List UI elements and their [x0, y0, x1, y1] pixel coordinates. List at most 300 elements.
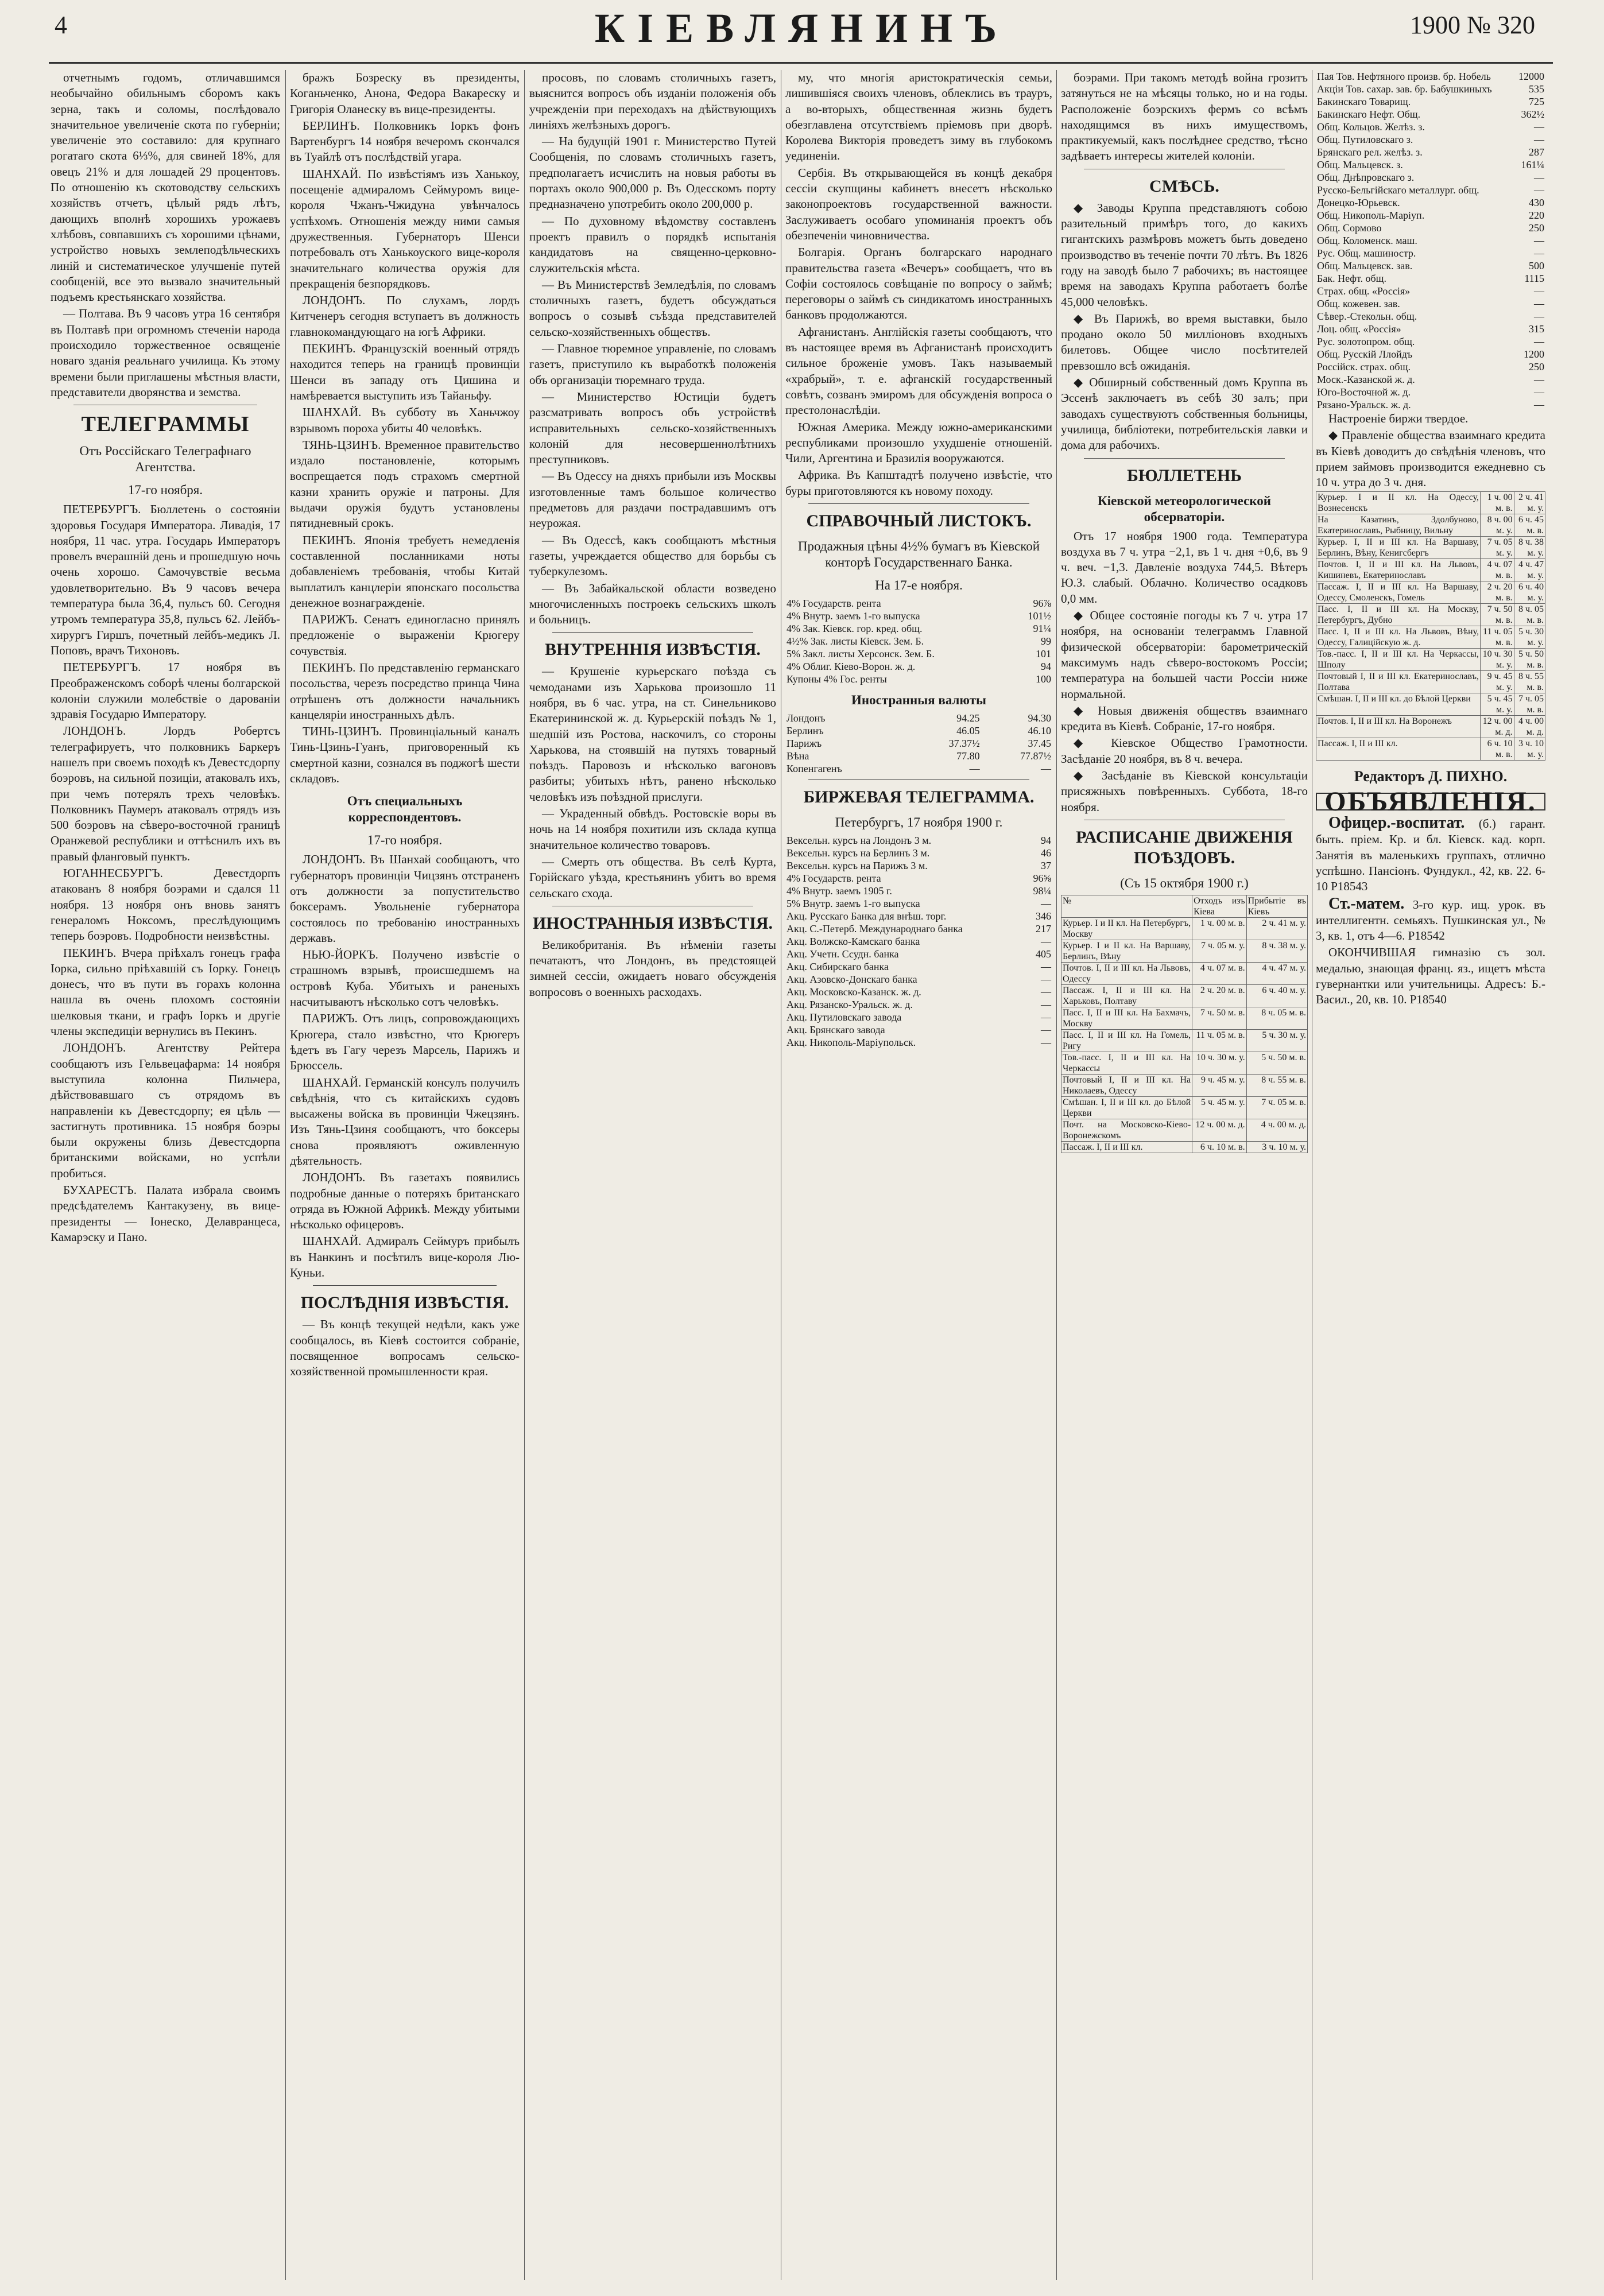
- news-paragraph: Болгарія. Органъ болгарскаго народнаго правительства газета «Вечеръ» сообщаетъ, что въ Софіи состоялось совѣщаніе по вопросу о займѣ; переговоры о займѣ съ синдикатомъ иностранныхъ банковъ продолжаются.: [785, 245, 1052, 322]
- table-cell: Акц. Никополь-Маріупольск.: [786, 1037, 916, 1049]
- table-cell: 4 ч. 00 м. д.: [1514, 716, 1545, 738]
- table-cell: 98¼: [1033, 885, 1051, 897]
- telegram-paragraph: ПАРИЖЪ. Сенатъ единогласно принялъ предложеніе о выраженіи Крюгеру сочувствія.: [290, 612, 520, 658]
- table-cell: 77.80: [956, 750, 980, 762]
- table-cell: Брянскаго рел. желѣз. з.: [1317, 146, 1423, 158]
- table-cell: 11 ч. 05 м. в.: [1480, 626, 1514, 649]
- table-cell: 7 ч. 50 м. в.: [1192, 1007, 1246, 1029]
- table-cell: Курьер. І, II и III кл. На Варшаву, Берлинъ, Вѣну, Кенигсбергъ: [1316, 537, 1481, 559]
- telegrams-date: 17-го ноября.: [127, 483, 203, 498]
- table-cell: 7 ч. 05 м. у.: [1192, 940, 1246, 962]
- table-cell: Почтовый І, II и III кл. На Николаевъ, Одессу: [1061, 1074, 1192, 1096]
- foreign-news-heading: ИНОСТРАННЫЯ ИЗВѢСТІЯ.: [532, 913, 773, 933]
- table-cell: 161¼: [1521, 159, 1544, 170]
- table-cell: Почтовый І, II и III кл. Екатеринославъ, Полтава: [1316, 671, 1481, 693]
- forex-heading: Иностранныя валюты: [851, 693, 986, 708]
- column-divider: [285, 70, 286, 2280]
- table-cell: Курьер. І и II кл. На Варшаву, Берлинъ, Вѣну: [1061, 940, 1192, 962]
- table-cell: 6 ч. 10 м. в.: [1480, 738, 1514, 761]
- table-cell: —: [1534, 374, 1544, 385]
- advertisement: ОКОНЧИВШАЯ гимназію съ зол. медалью, знающая франц. яз., ищетъ мѣста гувернантки или учительницы. Адресъ: Б.-Васил., 20, кв. 10. Р18540: [1316, 945, 1545, 1007]
- news-paragraph: ◆ Въ Парижѣ, во время выставки, было продано около 50 милліоновъ входныхъ билетовъ. Общее число посѣтителей превзошло всѣ ожиданія.: [1061, 311, 1308, 373]
- table-cell: Общ. Мальцевск. зав.: [1317, 260, 1413, 272]
- telegram-paragraph: ПЕТЕРБУРГЪ. 17 ноября въ Преображенскомъ соборѣ члены болгарской колоніи служили молебствіе о дарованіи здравія Государю Императору.: [51, 660, 280, 722]
- table-cell: 100: [1036, 673, 1051, 685]
- table-cell: 220: [1529, 210, 1544, 221]
- latest-news-heading: ПОСЛѢДНІЯ ИЗВѢСТІЯ.: [300, 1293, 509, 1313]
- table-cell: 5 ч. 30 м. у.: [1514, 626, 1545, 649]
- train-row: [1316, 626, 1545, 649]
- train-row: [1316, 671, 1545, 693]
- news-paragraph: — Въ Забайкальской области возведено многочисленныхъ построекъ сельскихъ школъ и больницъ.: [529, 581, 776, 627]
- table-cell: 4% Внутр. заемъ 1-го выпуска: [786, 610, 920, 622]
- table-cell: —: [1534, 235, 1544, 246]
- table-cell: Почтов. І, II и III кл. На Воронежъ: [1316, 716, 1481, 738]
- telegram-paragraph: ЛОНДОНЪ. По слухамъ, лордъ Китченеръ сегодня вступаетъ въ должность главнокомандующаго на югѣ Африки.: [290, 293, 520, 339]
- table-cell: 5% Закл. листы Херсонск. Зем. Б.: [786, 648, 935, 660]
- table-cell: Сѣвер.-Стекольн. общ.: [1317, 311, 1417, 322]
- train-table: [1316, 491, 1545, 761]
- table-cell: Бак. Нефт. общ.: [1317, 273, 1386, 284]
- train-row: [1316, 693, 1545, 716]
- telegram-paragraph: ТИНЬ-ЦЗИНЪ. Провинціальный каналъ Тинь-Цзинь-Гуанъ, приговоренный къ смертной казни, сознался въ поджогѣ шести складовъ.: [290, 724, 520, 786]
- telegram-paragraph: ПЕКИНЪ. Японія требуетъ немедленія составленной посланниками ноты добавленіемъ требованія, чтобы Китай выплатилъ канцлеріи японскаго посольства денежное вознагражденіе.: [290, 533, 520, 610]
- telegram-paragraph: БУХАРЕСТЪ. Палата избрала своимъ предсѣдателемъ Кантакузену, въ вице-президенты — Іонеско, Делавранцеса, Камарэску и Пано.: [51, 1183, 280, 1244]
- table-cell: 5% Внутр. заемъ 1-го выпуска: [786, 898, 920, 910]
- bourse-date: Петербургъ, 17 ноября 1900 г.: [835, 815, 1003, 830]
- telegram-paragraph: ШАНХАЙ. Германскій консулъ получилъ свѣдѣнія, что съ китайскихъ судовъ высажены войска въ провинціи Чжецзянъ. Изъ Тянь-Цзиня сообщаютъ, что боксеры снова проявляютъ оживленную дѣятельность.: [290, 1075, 520, 1168]
- table-cell: Донецко-Юрьевск.: [1317, 197, 1400, 208]
- table-cell: 4 ч. 47 м. у.: [1246, 962, 1307, 984]
- table-cell: Вексельн. курсъ на Лондонъ 3 м.: [786, 835, 932, 847]
- news-paragraph: ◆ Заводы Круппа представляютъ собою разительный примѣръ того, до какихъ гигантскихъ размѣровъ можетъ быть доведено производство въ теченіе почти 70 лѣтъ. Въ 1826 году на заводѣ было 7 рабочихъ; въ настоящее время на заводахъ Круппа работаетъ болѣе 45,000 человѣкъ.: [1061, 200, 1308, 309]
- share-row: [1316, 171, 1545, 184]
- share-row: [1316, 108, 1545, 121]
- table-cell: 4 ч. 47 м. у.: [1514, 559, 1545, 581]
- news-paragraph: му, что многія аристократическія семьи, лишившіяся своихъ членовъ, облеклись въ трауръ, а во-вторыхъ, общественная жизнь будетъ обезглавлена отсутствіемъ пріемовъ при дворѣ. Королева Викторія проведетъ зиму въ глубокомъ уединеніи.: [785, 71, 1052, 163]
- table-cell: Купоны 4% Гос. ренты: [786, 673, 887, 685]
- telegram-paragraph: ПЕКИНЪ. По представленію германскаго посольства, черезъ посредство принца Чина отрѣшенъ отъ должности начальникъ канцеляріи иностранныхъ дѣлъ.: [290, 660, 520, 722]
- share-row: [1316, 373, 1545, 386]
- news-paragraph: — Украденный обвѣдъ. Ростовскіе воры въ ночь на 14 ноября похитили изъ склада купца значительное количество товаровъ.: [529, 806, 776, 852]
- weather-bulletin-heading: БЮЛЛЕТЕНЬ: [1126, 466, 1242, 485]
- table-cell: —: [1041, 961, 1051, 973]
- table-cell: Вексельн. курсъ на Парижъ 3 м.: [786, 860, 928, 872]
- table-cell: 4 ч. 07 м. в.: [1192, 962, 1246, 984]
- train-row: [1316, 492, 1545, 514]
- share-row: [1316, 398, 1545, 411]
- news-paragraph: боэрами. При такомъ методѣ война грозитъ затянуться не на мѣсяцы только, но и на годы. Расположеніе боэрскихъ фермъ со всѣмъ находящимся въ нихъ имуществомъ, практикуемый, какъ послѣднее средство, тѣсно задѣваетъ интересы жителей колоніи.: [1061, 71, 1308, 163]
- table-cell: 4 ч. 07 м. в.: [1480, 559, 1514, 581]
- table-cell: 5 ч. 50 м. в.: [1246, 1052, 1307, 1074]
- domestic-news-heading: ВНУТРЕННІЯ ИЗВѢСТІЯ.: [545, 640, 761, 660]
- schedule-row: [1061, 1052, 1308, 1074]
- share-row: [1316, 70, 1545, 83]
- bourse-row: [785, 973, 1052, 986]
- share-row: [1316, 297, 1545, 310]
- table-cell: 101½: [1028, 610, 1051, 622]
- table-cell: Страх. общ. «Россія»: [1317, 285, 1411, 297]
- telegram-paragraph: ШАНХАЙ. Адмиралъ Сеймуръ прибылъ въ Нанкинъ и посѣтилъ вице-короля Лю-Куньи.: [290, 1234, 520, 1280]
- column-divider: [524, 70, 525, 2280]
- table-cell: 4 ч. 00 м. д.: [1246, 1119, 1307, 1141]
- forex-table: [785, 712, 1052, 775]
- table-cell: Бакинскаго Нефт. Общ.: [1317, 108, 1421, 120]
- news-paragraph: просовъ, по словамъ столичныхъ газетъ, выяснится вопросъ объ изданіи положенія объ учрежденіи при переходахъ на дѣйствующихъ линіяхъ желѣзныхъ дорогъ.: [529, 71, 776, 131]
- special-correspondents-heading: Отъ специальныхъ корреспондентовъ.: [347, 794, 463, 825]
- bourse-row: [785, 885, 1052, 897]
- table-cell: —: [969, 763, 980, 775]
- table-cell: 7 ч. 05 м. в.: [1246, 1096, 1307, 1119]
- table-cell: 1115: [1524, 273, 1544, 284]
- table-cell: 10 ч. 30 м. у.: [1480, 649, 1514, 671]
- news-paragraph: Сербія. Въ открывающейся въ концѣ декабря сессіи скупщины кабинетъ внесетъ нѣсколько законопроектовъ государственной важности. Заслуживаетъ особаго упоминанія проектъ объ обезпеченіи чиновничества.: [785, 165, 1052, 242]
- article-paragraph: — Полтава. Въ 9 часовъ утра 16 сентября въ Полтавѣ при огромномъ стеченіи народа происходило торжественное освященіе новаго зданія реальнаго училища. Къ этому времени были приглашены мѣстныя власти, представители дворянства и земства.: [51, 307, 280, 399]
- telegram-paragraph: ЛОНДОНЪ. Лордъ Робертсъ телеграфируетъ, что полковникъ Баркеръ нашелъ при своемъ походѣ къ Девестсдорпу боэровъ, на сильной позиціи, атаковалъ ихъ, при чемъ потерялъ трехъ человѣкъ. Полковникъ Паумеръ атаковалъ отрядъ изъ 500 боэровъ на сѣверо-восточной границѣ Оранжевой республики и оттѣснилъ ихъ въ правый фланговый пунктъ.: [51, 724, 280, 863]
- news-paragraph: Великобританія. Въ нѣменіи газеты печатаютъ, что Лондонъ, въ предстоящей зимней сессіи, ожидаетъ новаго обсужденія вопросовъ о военныхъ расходахъ.: [529, 937, 776, 999]
- bourse-row: [785, 1036, 1052, 1049]
- news-paragraph: Афганистанъ. Англійскія газеты сообщаютъ, что въ настоящее время въ Афганистанѣ происходитъ сильное броженіе умовъ. Такъ называемый «храбрый», т. е. афганскій государственный совѣтъ, созванъ эмиромъ для обсужденія вопроса о престолонаслѣдіи.: [785, 324, 1052, 417]
- table-cell: Копенгагенъ: [786, 763, 842, 775]
- table-cell: —: [1534, 386, 1544, 398]
- table-cell: 6 ч. 40 м. у.: [1246, 984, 1307, 1007]
- reference-sheet-date: На 17-е ноября.: [875, 578, 963, 593]
- bourse-row: [785, 960, 1052, 973]
- column-5: [1061, 70, 1308, 2274]
- table-cell: Общ. Русскій Ллойдъ: [1317, 348, 1413, 360]
- table-cell: Акц. Путиловскаго завода: [786, 1011, 902, 1023]
- train-row: [1316, 604, 1545, 626]
- bank-row: [785, 635, 1052, 647]
- bourse-row: [785, 910, 1052, 922]
- train-row: [1316, 559, 1545, 581]
- bourse-heading: БИРЖЕВАЯ ТЕЛЕГРАММА.: [803, 788, 1035, 807]
- table-cell: 5 ч. 50 м. в.: [1514, 649, 1545, 671]
- table-cell: 37.45: [1028, 738, 1051, 750]
- newspaper-title: КІЕВЛЯНИНЪ: [594, 5, 1010, 51]
- bank-prices-table: [785, 597, 1052, 685]
- table-cell: 8 ч. 55 м. в.: [1514, 671, 1545, 693]
- table-cell: Акц. Волжско-Камскаго банка: [786, 936, 920, 948]
- bourse-row: [785, 847, 1052, 859]
- share-row: [1316, 234, 1545, 247]
- forex-row: [785, 737, 1052, 750]
- table-cell: 250: [1529, 222, 1544, 234]
- table-cell: Пасс. І, II и III кл. На Москву, Петербургъ, Дубно: [1316, 604, 1481, 626]
- bourse-row: [785, 1023, 1052, 1036]
- table-cell: 1 ч. 00 м. в.: [1480, 492, 1514, 514]
- telegrams-source: Отъ Россійскаго Телеграфнаго Агентства.: [79, 444, 251, 475]
- table-cell: 5 ч. 45 м. у.: [1192, 1096, 1246, 1119]
- table-cell: Берлинъ: [786, 725, 824, 737]
- share-row: [1316, 95, 1545, 108]
- telegram-paragraph: ШАНХАЙ. Въ субботу въ Ханьчжоу взрывомъ пороха убиты 40 человѣкъ.: [290, 405, 520, 435]
- table-cell: 346: [1036, 910, 1051, 922]
- table-cell: 6 ч. 40 м. у.: [1514, 581, 1545, 604]
- bank-row: [785, 610, 1052, 622]
- masthead-rule: [49, 62, 1553, 64]
- table-cell: —: [1041, 999, 1051, 1011]
- table-cell: 9 ч. 45 м. у.: [1480, 671, 1514, 693]
- table-cell: —: [1041, 898, 1051, 910]
- table-cell: 37: [1041, 860, 1051, 872]
- reference-sheet-subtitle: Продажныя цѣны 4½% бумагъ въ Кіевской конторѣ Государственнаго Банка.: [797, 539, 1040, 570]
- table-cell: 12 ч. 00 м. д.: [1192, 1119, 1246, 1141]
- table-cell: На Казатинъ, Здолбуново, Екатеринославъ, Рыбницу, Вильну: [1316, 514, 1481, 537]
- table-cell: 77.87½: [1020, 750, 1051, 762]
- table-cell: Акц. Азовско-Донскаго банка: [786, 974, 917, 986]
- table-cell: —: [1534, 336, 1544, 347]
- column-2: [290, 70, 520, 2274]
- table-cell: —: [1041, 936, 1051, 948]
- schedule-row: [1061, 917, 1308, 940]
- advertisement-lead: Офицер.-воспитат.: [1328, 814, 1465, 832]
- table-cell: 725: [1529, 96, 1544, 107]
- schedule-row: [1061, 1074, 1308, 1096]
- table-cell: Пассаж. І, II и III кл.: [1061, 1141, 1192, 1153]
- table-cell: Юго-Восточной ж. д.: [1317, 386, 1411, 398]
- table-cell: Курьер. І и II кл. На Петербургъ, Москву: [1061, 917, 1192, 940]
- news-paragraph: — Въ Одессу на дняхъ прибыли изъ Москвы изготовленные тамъ большое количество предметовъ для раздачи пострадавшимъ отъ неурожая.: [529, 469, 776, 530]
- table-cell: 10 ч. 30 м. у.: [1192, 1052, 1246, 1074]
- news-paragraph: — Въ Министерствѣ Земледѣлія, по словамъ столичныхъ газетъ, будетъ обсуждаться вопросъ о созывѣ съѣзда представителей сельско-хозяйственныхъ обществъ.: [529, 277, 776, 339]
- table-cell: —: [1041, 974, 1051, 986]
- advertisement-text: (б.) гарант. быть. пріем. Кр. и бл. Кіевск. кад. корп. Занятія въ маленькихъ группахъ, отлично успѣшно. Пансіонъ. Фундукл., 42, кв. 22. 6-10 Р18543: [1316, 817, 1545, 894]
- table-cell: Пассаж. І, II и III кл.: [1316, 738, 1481, 761]
- event-notice: ◆ Засѣданіе въ Кіевской консультаціи присяжныхъ повѣренныхъ. Суббота, 18-го ноября.: [1061, 768, 1308, 814]
- schedule-row: [1061, 1096, 1308, 1119]
- table-cell: 94: [1041, 835, 1051, 847]
- news-paragraph: — Крушеніе курьерскаго поѣзда съ чемоданами изъ Харькова произошло 11 ноября, въ 6 час. утра, на ст. Синельниково Екатерининской ж. д. Курьерскій поѣздъ № 1, шедшій изъ Ростова, наскочилъ, со стороны Харькова, на стоявшій на путяхъ товарный поѣздъ. Паровозъ и нѣсколько вагоновъ разбиты; убитыхъ нѣтъ, ранено нѣсколько человѣкъ изъ поѣздной прислуги.: [529, 664, 776, 804]
- table-cell: 46.05: [956, 725, 980, 737]
- table-cell: 4% Государств. рента: [786, 872, 881, 885]
- table-cell: Вѣна: [786, 750, 809, 762]
- notice-paragraph: ◆ Правленіе общества взаимнаго кредита въ Кіевѣ доводитъ до свѣдѣнія членовъ, что прием займовъ производится ежедневно съ 10 ч. утра до 3 ч. дня.: [1316, 428, 1545, 490]
- table-cell: 4% Внутр. заемъ 1905 г.: [786, 885, 892, 897]
- table-cell: Почтов. І, II и III кл. На Львовъ, Кишиневъ, Екатеринославъ: [1316, 559, 1481, 581]
- bourse-row: [785, 922, 1052, 935]
- article-paragraph: отчетнымъ годомъ, отличавшимся необычайно обильнымъ сборомъ какъ зерна, такъ и соломы, послѣдовало значительное увеличеніе скота по губерніи; увеличеніе это составило: для крупнаго рогатаго скота 6⅓%, для свиней 18%, для овецъ 21% и для лошадей 29 процентовъ. По отношенію къ скотоводству сельскихъ хозяйствъ отчетъ, цѣлый рядъ лѣтъ, дающихъ вполнѣ хорошихъ урожаевъ хлѣбовъ, совпавшихъ съ хорошими цѣнами, устройство новыхъ землеподѣльческихъ линій и систематическое улучшеніе путей сообщеній, все это вызвало значительный подъемъ крестьянскаго хозяйства.: [51, 71, 280, 304]
- table-cell: —: [1534, 121, 1544, 133]
- table-cell: —: [1534, 311, 1544, 322]
- reference-sheet-heading: СПРАВОЧНЫЙ ЛИСТОКЪ.: [806, 511, 1032, 531]
- table-cell: Смѣшан. І, II и III кл. до Бѣлой Церкви: [1316, 693, 1481, 716]
- telegram-paragraph: ШАНХАЙ. По извѣстіямъ изъ Ханькоу, посещеніе адмираломъ Сеймуромъ вице-короля Чжанъ-Чжидуна увѣнчалось успѣхомъ. Отношенія между ними самыя дружественныя. Губернаторъ Шенси потребовалъ отъ Ханькоуского вице-короля значительнаго количества оружія для прекращенія безпорядковъ.: [290, 166, 520, 290]
- table-cell: —: [1041, 1024, 1051, 1036]
- table-cell: Пасс. І, II и III кл. На Гомель, Ригу: [1061, 1029, 1192, 1052]
- bank-row: [785, 660, 1052, 673]
- table-cell: Общ. Коломенск. маш.: [1317, 235, 1417, 246]
- table-cell: 8 ч. 55 м. в.: [1246, 1074, 1307, 1096]
- share-row: [1316, 158, 1545, 171]
- section-rule: [808, 503, 1029, 504]
- telegram-paragraph: ПЕТЕРБУРГЪ. Бюллетень о состояніи здоровья Государя Императора. Ливадія, 17 ноября, 11 час. утра. Государь Императоръ провелъ вчерашній день и прошедшую ночь очень хорошо. Самочувствіе весьма удовлетворительно. Въ 9 часовъ вечера температура была 36,4, пульсъ 60. Сегодня утромъ температура 35,8, пульсъ 62. Лейбъ-хирургъ Гиршъ, почетный лейбъ-медикъ Л. Поповъ, врачъ Тихоновъ.: [51, 502, 280, 657]
- bourse-row: [785, 1011, 1052, 1023]
- table-cell: Акц. Сибирскаго банка: [786, 961, 889, 973]
- schedule-column-header: №: [1061, 895, 1192, 917]
- table-cell: Общ. Сормово: [1317, 222, 1382, 234]
- table-cell: 46.10: [1028, 725, 1051, 737]
- table-cell: 91¼: [1033, 623, 1051, 635]
- section-rule: [552, 632, 753, 633]
- table-cell: 94.30: [1028, 712, 1051, 724]
- table-cell: 9 ч. 45 м. у.: [1192, 1074, 1246, 1096]
- table-cell: Акц. Брянскаго завода: [786, 1024, 885, 1036]
- table-cell: —: [1534, 172, 1544, 183]
- table-cell: Общ. кожевен. зав.: [1317, 298, 1400, 309]
- share-row: [1316, 335, 1545, 348]
- schedule-row: [1061, 1141, 1308, 1153]
- table-cell: Парижъ: [786, 738, 822, 750]
- table-cell: Акц. Рязанско-Уральск. ж. д.: [786, 999, 913, 1011]
- table-cell: 8 ч. 00 м. у.: [1480, 514, 1514, 537]
- share-row: [1316, 222, 1545, 234]
- schedule-column-header: Прибытіе въ Кіевъ: [1246, 895, 1307, 917]
- table-cell: 2 ч. 20 м. в.: [1480, 581, 1514, 604]
- table-cell: 2 ч. 41 м. у.: [1514, 492, 1545, 514]
- table-cell: 7 ч. 50 м. в.: [1480, 604, 1514, 626]
- forex-row: [785, 762, 1052, 775]
- advertisement-text: 3-го кур. ищ. урок. въ интеллигентн. семьяхъ. Пушкинская ул., № 3, кв. 1, отъ 4—6. Р18542: [1316, 897, 1545, 943]
- share-row: [1316, 146, 1545, 158]
- table-cell: —: [1534, 247, 1544, 259]
- table-cell: Почт. на Московско-Кіево-Воронежскомъ: [1061, 1119, 1192, 1141]
- column-6: [1316, 70, 1545, 2274]
- table-cell: 405: [1036, 948, 1051, 960]
- table-cell: —: [1041, 763, 1051, 775]
- train-schedule-date: (Съ 15 октября 1900 г.): [1120, 875, 1249, 890]
- table-cell: Акц. Учетн. Ссудн. банка: [786, 948, 899, 960]
- masthead: [0, 0, 1604, 69]
- table-cell: 3 ч. 10 м. у.: [1514, 738, 1545, 761]
- telegram-paragraph: ЛОНДОНЪ. Агентству Рейтера сообщаютъ изъ Гельвецафарма: 14 ноября выступила колонна Пильчера, дѣйствовавшаго съ отрядомъ въ направленіи къ Девестсдорпу; ея цѣль — застигнуть противника. 15 ноября боэры были окружены близь Девестсдорпа британскими войсками, но успѣли пробиться.: [51, 1041, 280, 1180]
- table-cell: 94: [1041, 661, 1051, 673]
- table-cell: 101: [1036, 648, 1051, 660]
- table-cell: —: [1534, 285, 1544, 297]
- table-cell: Пасс. І, II и III кл. На Бахмачъ, Москву: [1061, 1007, 1192, 1029]
- table-cell: 99: [1041, 635, 1051, 647]
- table-cell: Лоц. общ. «Россія»: [1317, 323, 1401, 335]
- table-cell: Русско-Бельгійскаго металлург. общ.: [1317, 184, 1479, 196]
- table-cell: Пасс. І, II и III кл. На Львовъ, Вѣну, Одессу, Галиційскую ж. д.: [1316, 626, 1481, 649]
- forex-row: [785, 750, 1052, 762]
- advertisements-heading: ОБЪЯВЛЕНІЯ.: [1316, 793, 1545, 810]
- table-cell: —: [1534, 298, 1544, 309]
- table-cell: Моск.-Казанской ж. д.: [1317, 374, 1415, 385]
- bourse-row: [785, 986, 1052, 998]
- table-cell: Почтов. І, II и III кл. На Львовъ, Одессу: [1061, 962, 1192, 984]
- special-correspondents-date: 17-го ноября.: [367, 833, 443, 848]
- table-cell: 6 ч. 10 м. в.: [1192, 1141, 1246, 1153]
- table-cell: 94.25: [956, 712, 980, 724]
- table-cell: 5 ч. 30 м. у.: [1246, 1029, 1307, 1052]
- train-schedule-heading: РАСПИСАНІЕ ДВИЖЕНІЯ ПОѢЗДОВЪ.: [1076, 827, 1293, 867]
- table-cell: Рус. золотопром. общ.: [1317, 336, 1415, 347]
- train-row: [1316, 738, 1545, 761]
- bourse-row: [785, 948, 1052, 960]
- bourse-row: [785, 897, 1052, 910]
- table-cell: Общ. Путиловскаго з.: [1317, 134, 1413, 145]
- table-cell: 217: [1036, 923, 1051, 935]
- table-cell: Смѣшан. І, II и III кл. до Бѣлой Церкви: [1061, 1096, 1192, 1119]
- issue-number: 1900 № 320: [1410, 11, 1535, 39]
- table-cell: Акц. Московско-Казанск. ж. д.: [786, 986, 921, 998]
- share-row: [1316, 348, 1545, 360]
- news-paragraph: — Министерство Юстиціи будетъ разсматривать вопросъ объ устройствѣ исправительныхъ сельско-хозяйственныхъ колоній для несовершеннолѣтнихъ преступниковъ.: [529, 389, 776, 467]
- schedule-row: [1061, 940, 1308, 962]
- news-paragraph: — Главное тюремное управленіе, по словамъ газетъ, приступило къ выработкѣ положенія объ организаціи тюремнаго труда.: [529, 342, 776, 387]
- bourse-table: [785, 834, 1052, 1049]
- telegram-paragraph: БЕРЛИНЪ. Полковникъ Іоркъ фонъ Вартенбургъ 14 ноября вечеромъ скончался въ Туайлѣ отъ послѣдствій угара.: [290, 118, 520, 164]
- telegram-paragraph: ЮГАННЕСБУРГЪ. Девестдорпъ атакованъ 8 ноября боэрами и сдался 11 ноября. 13 ноября онъ вновь занятъ генераломъ Ноксомъ, преслѣдующимъ теперь боэровъ. Подробности неизвѣстны.: [51, 866, 280, 943]
- section-rule: [313, 1285, 497, 1286]
- market-note: Настроеніе биржи твердое.: [1328, 412, 1469, 425]
- schedule-row: [1061, 1119, 1308, 1141]
- schedule-row: [1061, 984, 1308, 1007]
- table-cell: 535: [1529, 83, 1544, 95]
- news-paragraph: — По духовному вѣдомству составленъ проектъ правилъ о порядкѣ испытанія кандидатовъ на священно-церковно-служительскія мѣста.: [529, 214, 776, 275]
- table-cell: 4½% Зак. листы Кіевск. Зем. Б.: [786, 635, 924, 647]
- table-cell: —: [1534, 399, 1544, 410]
- table-cell: 250: [1529, 361, 1544, 373]
- event-notice: ◆ Новыя движенія обществъ взаимнаго кредита въ Кіевѣ. Собраніе, 17-го ноября.: [1061, 703, 1308, 734]
- share-row: [1316, 386, 1545, 398]
- table-cell: 430: [1529, 197, 1544, 208]
- table-cell: 1 ч. 00 м. в.: [1192, 917, 1246, 940]
- train-schedule-table: [1061, 895, 1308, 1153]
- telegram-paragraph: ПЕКИНЪ. Французскій военный отрядъ находится теперь на границѣ провинціи Шенси въ западу отъ Цишина и намѣревается выступить изъ Тайаньфу.: [290, 342, 520, 402]
- table-cell: Акц. С.-Петерб. Международнаго банка: [786, 923, 963, 935]
- telegram-paragraph: ЛОНДОНЪ. Въ газетахъ появились подробные данные о потеряхъ британскаго отряда въ Южной Африкѣ. Между убитыми нѣсколько офицеровъ.: [290, 1170, 520, 1232]
- table-cell: 7 ч. 05 м. у.: [1480, 537, 1514, 559]
- share-row: [1316, 272, 1545, 285]
- train-row: [1316, 581, 1545, 604]
- train-row: [1316, 537, 1545, 559]
- share-row: [1316, 259, 1545, 272]
- table-cell: Курьер. І и II кл. На Одессу, Вознесенскъ: [1316, 492, 1481, 514]
- table-cell: 362½: [1521, 108, 1544, 120]
- telegram-paragraph: НЬЮ-ЙОРКЪ. Получено извѣстіе о страшномъ взрывѣ, происшедшемъ на островѣ Куба. Убитыхъ и раненыхъ насчитываютъ нѣсколько сотъ человѣкъ.: [290, 948, 520, 1009]
- table-cell: 96⅝: [1033, 872, 1051, 885]
- table-cell: Общ. Мальцевск. з.: [1317, 159, 1403, 170]
- share-row: [1316, 360, 1545, 373]
- schedule-column-header: Отходъ изъ Кіева: [1192, 895, 1246, 917]
- weather-paragraph: ◆ Общее состояніе погоды къ 7 ч. утра 17 ноября, на основаніи телеграммъ Главной физической обсерваторіи: барометрическій максимумъ надъ сѣверо-востокомъ Россіи; температура на большей части Россіи ниже нормальной.: [1061, 608, 1308, 701]
- table-cell: —: [1534, 184, 1544, 196]
- telegrams-heading: ТЕЛЕГРАММЫ: [81, 412, 250, 437]
- bank-row: [785, 647, 1052, 660]
- train-row: [1316, 649, 1545, 671]
- table-cell: 2 ч. 41 м. у.: [1246, 917, 1307, 940]
- share-row: [1316, 285, 1545, 297]
- table-cell: Лондонъ: [786, 712, 826, 724]
- forex-row: [785, 712, 1052, 724]
- table-cell: 3 ч. 10 м. у.: [1246, 1141, 1307, 1153]
- news-paragraph: — Въ Одессѣ, какъ сообщаютъ мѣстныя газеты, учреждается общество для борьбы съ туберкулезомъ.: [529, 533, 776, 579]
- table-cell: —: [1041, 1037, 1051, 1049]
- table-cell: —: [1041, 1011, 1051, 1023]
- editor-signature: Редакторъ Д. ПИХНО.: [1354, 768, 1508, 785]
- table-cell: Общ. Никополь-Маріуп.: [1317, 210, 1425, 221]
- advertisement: [1316, 815, 1545, 894]
- advertisement-lead: Ст.-матем.: [1328, 894, 1405, 913]
- bank-row: [785, 673, 1052, 685]
- table-cell: 7 ч. 05 м. в.: [1514, 693, 1545, 716]
- table-cell: —: [1041, 986, 1051, 998]
- news-paragraph: ◆ Обширный собственный домъ Круппа въ Эссенѣ заключаетъ въ себѣ 30 залъ; при заводахъ существуютъ собственныя больницы, училища, библіотеки, потребительскія лавки и дома для рабочихъ.: [1061, 375, 1308, 452]
- table-cell: Вексельн. курсъ на Берлинъ 3 м.: [786, 847, 930, 859]
- share-row: [1316, 209, 1545, 222]
